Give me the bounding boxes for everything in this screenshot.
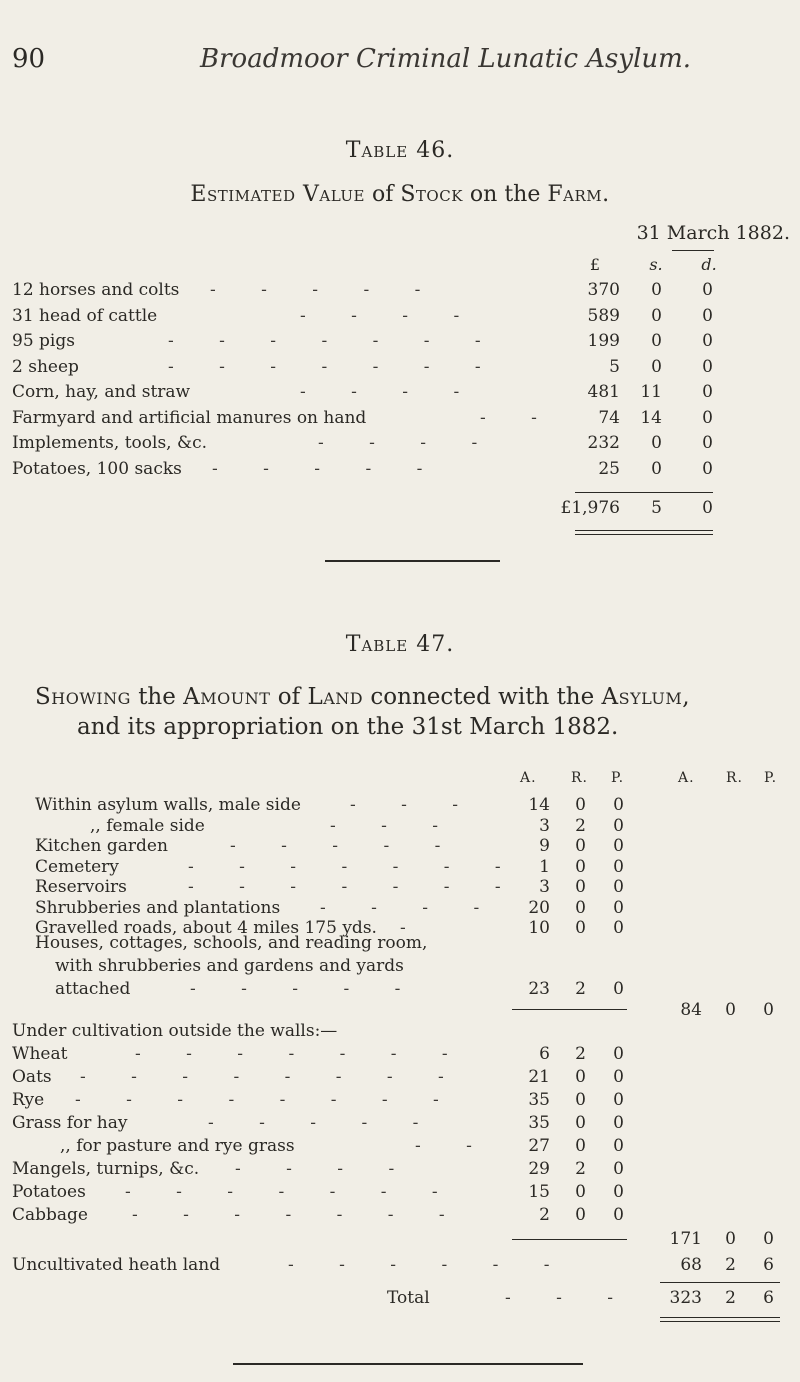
cultivation-row-p: 0	[613, 1044, 624, 1064]
subtitle-of: of	[277, 684, 301, 710]
subtitle-farm: Farm.	[547, 182, 610, 207]
leader-dots: - - - -	[300, 382, 480, 402]
unit-shillings: s.	[649, 255, 663, 274]
leader-dots: - - - -	[320, 897, 500, 918]
cultivation-row-a: 6	[539, 1044, 550, 1064]
stock-row-pounds: 481	[587, 382, 620, 402]
cultivation-row-label: Potatoes	[12, 1182, 86, 1202]
stock-row-shillings: 0	[651, 356, 662, 377]
subtitle-amount: Amount	[183, 684, 271, 710]
stock-row-label: Farmyard and artificial manures on hand	[12, 407, 367, 428]
total-a: 323	[669, 1288, 702, 1308]
leader-dots: - -	[415, 1136, 492, 1156]
cultivation-row-label: Cabbage	[12, 1205, 88, 1225]
subtitle-of: of	[371, 182, 394, 207]
leader-dots: - - - - - -	[288, 1255, 570, 1275]
unit-pounds: £	[589, 255, 601, 274]
land-row-r: 0	[575, 836, 586, 856]
subtotal1-a: 84	[680, 1000, 702, 1020]
leader-dots: -	[400, 918, 426, 938]
subtitle-estimated-value: Estimated Value	[190, 182, 365, 207]
stock-row-pounds: 74	[598, 407, 620, 428]
land-row-r: 0	[575, 877, 586, 897]
land-row-label: Cemetery	[35, 856, 119, 877]
subtotal2-p: 0	[763, 1229, 774, 1249]
leader-dots: - - - - - - -	[188, 877, 521, 897]
cultivation-row-p: 0	[613, 1182, 624, 1202]
stock-row-pence: 0	[702, 356, 713, 377]
stock-row-label: Corn, hay, and straw	[12, 382, 191, 402]
total-pence: 0	[702, 498, 713, 518]
subtotal2-r: 0	[725, 1229, 736, 1249]
subtitle-on-the: on the	[469, 182, 541, 207]
stock-row-pence: 0	[702, 433, 713, 453]
leader-dots: - - - -	[235, 1159, 415, 1179]
heath-r: 2	[725, 1255, 736, 1275]
running-title: Broadmoor Criminal Lunatic Asylum.	[200, 44, 692, 74]
cultivation-row-p: 0	[613, 1067, 624, 1087]
land-row-a: 3	[539, 815, 550, 836]
stock-row-pence: 0	[702, 458, 713, 479]
leader-dots: - - -	[330, 815, 459, 836]
leader-dots: - - - - - - -	[168, 331, 501, 351]
cultivation-row-r: 0	[575, 1067, 586, 1087]
col-a-outer: A.	[678, 770, 695, 786]
stock-row-label: Implements, tools, &c.	[12, 433, 208, 453]
cultivation-row-a: 2	[539, 1205, 550, 1225]
cultivation-row-label: Rye	[12, 1090, 45, 1110]
leader-dots: - - - - -	[210, 280, 441, 300]
land-row-label: ,, female side	[90, 815, 205, 836]
subtitle-land: Land	[307, 684, 364, 710]
leader-dots: - - - - - - -	[132, 1205, 465, 1225]
cultivation-row-p: 0	[613, 1090, 624, 1110]
subtitle-the: the	[138, 684, 176, 710]
cultivation-row-a: 21	[528, 1067, 550, 1087]
table46-title: Table 46.	[345, 138, 455, 163]
stock-row-label: 2 sheep	[12, 356, 79, 377]
land-row-p: 0	[613, 856, 624, 877]
stock-row-shillings: 0	[651, 433, 662, 453]
stock-row-pence: 0	[702, 382, 713, 402]
col-p-inner: P.	[611, 770, 625, 786]
heath-label: Uncultivated heath land	[12, 1255, 221, 1275]
col-a-inner: A.	[520, 770, 537, 786]
unit-pence: d.	[701, 255, 717, 274]
stock-row-label: Potatoes, 100 sacks	[12, 458, 182, 479]
cultivation-row-a: 15	[528, 1182, 550, 1202]
cultivation-row-a: 35	[528, 1113, 550, 1133]
land-row-p: 0	[613, 918, 624, 938]
cultivation-row-r: 2	[575, 1159, 586, 1179]
land-row-label: Within asylum walls, male side	[35, 795, 301, 815]
land-row-r: 0	[575, 918, 586, 938]
land-row-p: 0	[613, 877, 624, 897]
cultivation-row-r: 0	[575, 1090, 586, 1110]
cultivation-row-p: 0	[613, 1205, 624, 1225]
stock-row-shillings: 0	[651, 280, 662, 300]
leader-dots: - - - - -	[190, 979, 421, 999]
cultivation-row-r: 2	[575, 1044, 586, 1064]
stock-row-pounds: 370	[587, 280, 620, 300]
cultivation-row-a: 35	[528, 1090, 550, 1110]
cultivation-row-p: 0	[613, 1113, 624, 1133]
total-pounds: £1,976	[560, 498, 620, 518]
subtitle-connected: connected with the	[370, 684, 595, 710]
stock-row-shillings: 0	[651, 458, 662, 479]
cultivation-row-label: Mangels, turnips, &c.	[12, 1159, 200, 1179]
page-number: 90	[12, 44, 46, 74]
leader-dots: - - -	[505, 1288, 634, 1308]
leader-dots: - - - - - - -	[168, 356, 501, 377]
houses-line3: attached	[55, 979, 131, 999]
land-row-r: 0	[575, 795, 586, 815]
leader-dots: - - - - - - -	[135, 1044, 468, 1064]
cultivation-row-r: 0	[575, 1205, 586, 1225]
cultivation-row-p: 0	[613, 1136, 624, 1156]
land-row-label: Reservoirs	[35, 877, 127, 897]
houses-p: 0	[613, 979, 624, 999]
col-r-outer: R.	[726, 770, 743, 786]
houses-a: 23	[528, 979, 550, 999]
cultivation-row-p: 0	[613, 1159, 624, 1179]
table47-title: Table 47.	[345, 632, 455, 657]
bottom-divider	[233, 1363, 583, 1365]
stock-row-pence: 0	[702, 280, 713, 300]
col-r-inner: R.	[571, 770, 588, 786]
stock-row-label: 95 pigs	[12, 331, 75, 351]
land-row-r: 0	[575, 856, 586, 877]
leader-dots: - - - - -	[212, 458, 443, 479]
land-row-label: Shrubberies and plantations	[35, 897, 281, 918]
subtotal1-r: 0	[725, 1000, 736, 1020]
cultivation-row-label: Wheat	[12, 1044, 68, 1064]
stock-row-pounds: 5	[609, 356, 620, 377]
land-row-a: 9	[539, 836, 550, 856]
cultivation-row-r: 0	[575, 1113, 586, 1133]
leader-dots: - - - -	[300, 305, 480, 326]
rule-total-top-47	[660, 1282, 780, 1283]
leader-dots: - - - - - - -	[125, 1182, 458, 1202]
leader-dots: - - - - - - -	[188, 856, 521, 877]
table47-subtitle-line1	[35, 684, 690, 710]
land-row-p: 0	[613, 836, 624, 856]
land-row-r: 2	[575, 815, 586, 836]
leader-dots: - -	[480, 407, 557, 428]
total-p: 6	[763, 1288, 774, 1308]
subtitle-stock: Stock	[400, 182, 463, 207]
section-divider	[325, 560, 500, 562]
table46-subtitle	[0, 182, 800, 207]
stock-row-pounds: 589	[587, 305, 620, 326]
heath-p: 6	[763, 1255, 774, 1275]
leader-dots: - - - - -	[208, 1113, 439, 1133]
stock-row-pounds: 25	[598, 458, 620, 479]
land-row-label: Gravelled roads, about 4 miles 175 yds.	[35, 918, 377, 938]
stock-row-label: 31 head of cattle	[12, 305, 158, 326]
cultivation-row-a: 29	[528, 1159, 550, 1179]
subtotal1-p: 0	[763, 1000, 774, 1020]
leader-dots: - - - - - - - -	[80, 1067, 464, 1087]
land-row-p: 0	[613, 815, 624, 836]
rule-short	[672, 250, 714, 251]
subtitle-showing: Showing	[35, 684, 131, 710]
land-row-p: 0	[613, 795, 624, 815]
cultivation-row-r: 0	[575, 1182, 586, 1202]
subtitle-asylum: Asylum,	[601, 684, 691, 710]
leader-dots: - - -	[350, 795, 479, 815]
stock-row-shillings: 14	[640, 407, 662, 428]
stock-row-shillings: 0	[651, 331, 662, 351]
rule-subtotal2	[512, 1239, 627, 1240]
land-row-a: 20	[528, 897, 550, 918]
stock-row-pence: 0	[702, 331, 713, 351]
stock-row-pence: 0	[702, 305, 713, 326]
rule-total-bottom-1	[575, 530, 713, 531]
table47-subtitle-line2: and its appropriation on the 31st March 1882.	[77, 714, 619, 740]
total-shillings: 5	[651, 498, 662, 518]
rule-total-bottom-47a	[660, 1317, 780, 1318]
land-row-label: Kitchen garden	[35, 836, 168, 856]
heath-a: 68	[680, 1255, 702, 1275]
houses-r: 2	[575, 979, 586, 999]
total-r: 2	[725, 1288, 736, 1308]
cultivation-heading: Under cultivation outside the walls:—	[12, 1021, 338, 1041]
stock-row-label: 12 horses and colts	[12, 280, 180, 300]
leader-dots: - - - -	[318, 433, 498, 453]
table46-date: 31 March 1882.	[636, 222, 790, 244]
stock-row-shillings: 0	[651, 305, 662, 326]
rule-subtotal1	[512, 1009, 627, 1010]
cultivation-row-label: Grass for hay	[12, 1113, 128, 1133]
cultivation-row-a: 27	[528, 1136, 550, 1156]
rule-total-top	[575, 492, 713, 493]
leader-dots: - - - - - - - -	[75, 1090, 459, 1110]
houses-line1: Houses, cottages, schools, and reading room,	[35, 933, 428, 953]
total-label: Total	[387, 1288, 430, 1308]
cultivation-row-r: 0	[575, 1136, 586, 1156]
cultivation-row-label: ,, for pasture and rye grass	[60, 1136, 295, 1156]
stock-row-pounds: 232	[587, 433, 620, 453]
col-p-outer: P.	[764, 770, 778, 786]
stock-row-pence: 0	[702, 407, 713, 428]
subtotal2-a: 171	[669, 1229, 702, 1249]
cultivation-row-label: Oats	[12, 1067, 52, 1087]
land-row-a: 14	[528, 795, 550, 815]
rule-total-bottom-47b	[660, 1321, 780, 1322]
land-row-a: 3	[539, 877, 550, 897]
land-row-r: 0	[575, 897, 586, 918]
stock-row-shillings: 11	[640, 382, 662, 402]
land-row-a: 10	[528, 918, 550, 938]
leader-dots: - - - - -	[230, 836, 461, 856]
stock-row-pounds: 199	[587, 331, 620, 351]
land-row-p: 0	[613, 897, 624, 918]
houses-line2: with shrubberies and gardens and yards	[55, 956, 404, 976]
land-row-a: 1	[539, 856, 550, 877]
rule-total-bottom-2	[575, 534, 713, 535]
